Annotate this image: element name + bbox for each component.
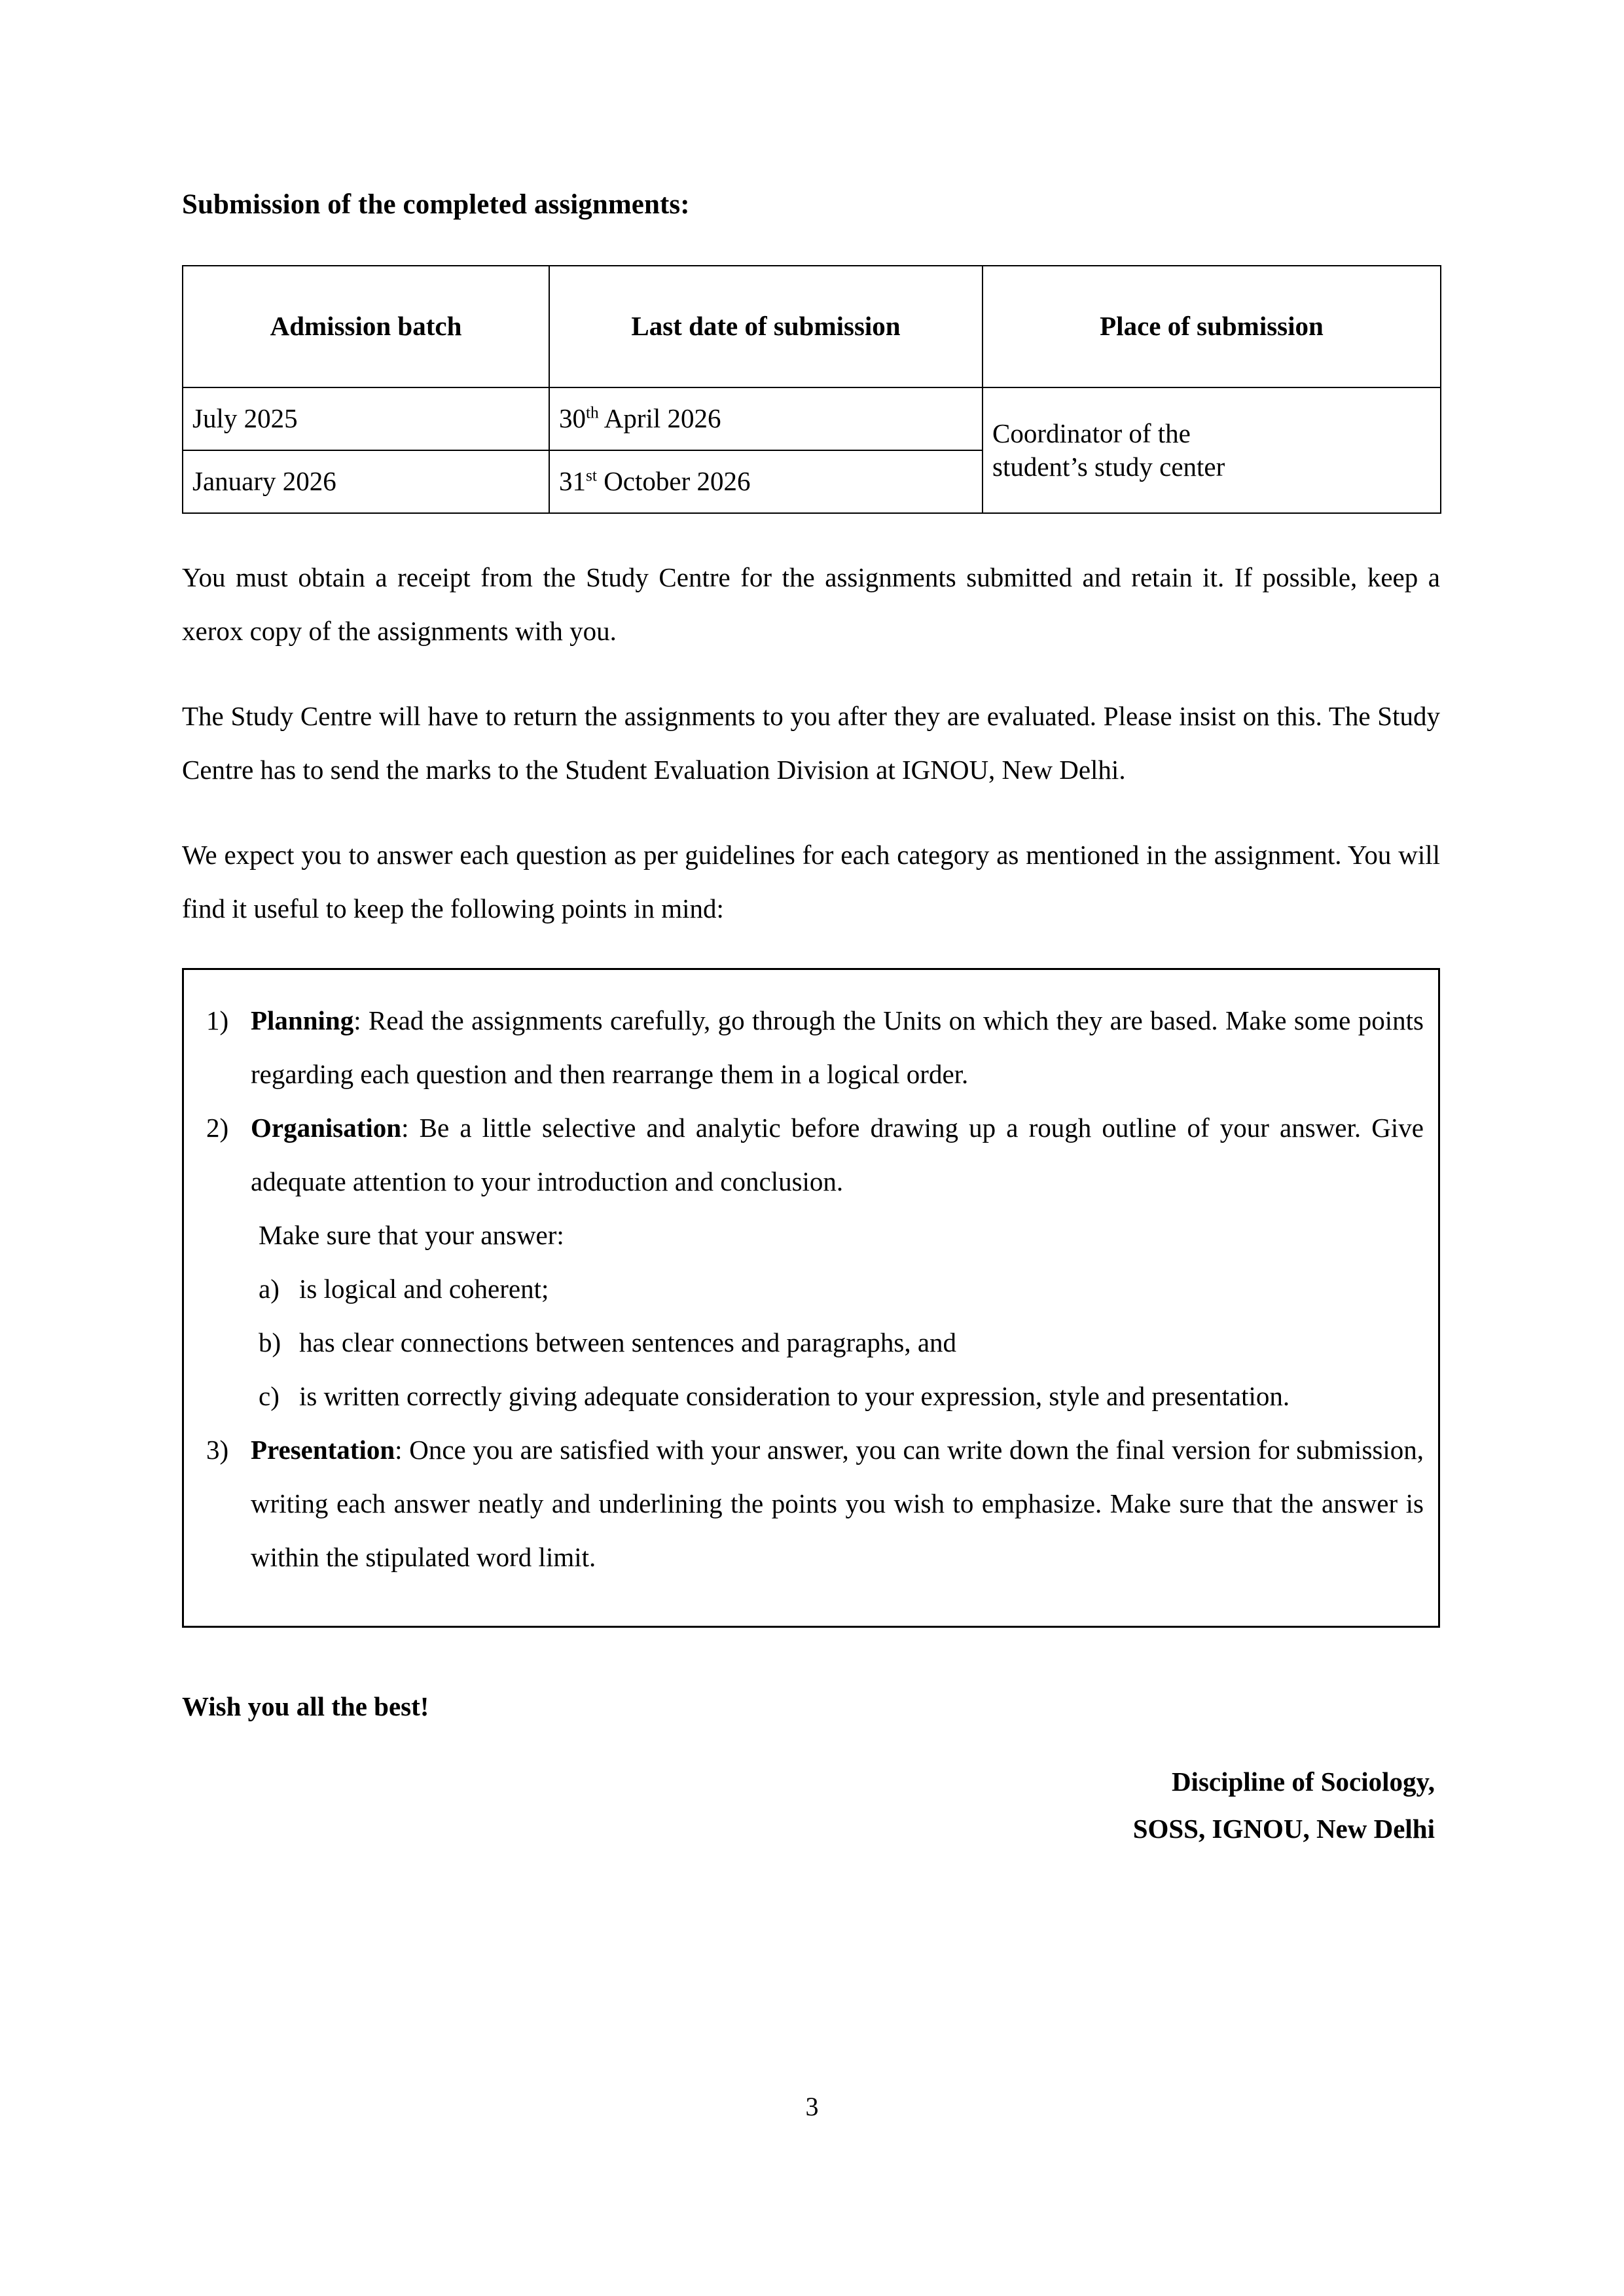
date-ordinal-suffix: th — [586, 403, 599, 422]
place-line-1: Coordinator of the — [992, 418, 1191, 448]
table-header — [183, 266, 1441, 387]
column-header-last-date: Last date of submission — [549, 266, 983, 387]
column-header-admission-batch: Admission batch — [183, 266, 549, 387]
guideline-subitem-b — [198, 1316, 1424, 1369]
list-marker: a) — [259, 1274, 280, 1304]
cell-last-date — [549, 387, 983, 450]
page-content — [182, 0, 1440, 1853]
signature-block — [182, 1722, 1440, 1853]
wish-message: Wish you all the best! — [182, 1691, 429, 1721]
paragraph-return-assignments: The Study Centre will have to return the assignments to you after they are evaluated. Please insist on this. The Study Centre has to send the marks to the Student Evaluation Division at IGNOU, New Delhi. — [182, 701, 1440, 785]
guideline-item-organisation — [198, 1101, 1424, 1208]
cell-last-date — [549, 450, 983, 513]
guideline-subitem-text: has clear connections between sentences and paragraphs, and — [299, 1327, 957, 1357]
date-day: 31 — [559, 466, 586, 497]
signature-line-2: SOSS, IGNOU, New Delhi — [1132, 1813, 1435, 1844]
place-line-2: student’s study center — [992, 452, 1225, 482]
guideline-subitem-text: is logical and coherent; — [299, 1274, 549, 1304]
guideline-body: : Read the assignments carefully, go through the Units on which they are based. Make some points regarding each question and then rearrange them in a logical order. — [251, 1005, 1424, 1089]
table-row — [183, 387, 1441, 450]
guideline-title: Planning — [251, 1005, 354, 1035]
column-header-place: Place of submission — [983, 266, 1441, 387]
guideline-item-presentation — [198, 1423, 1424, 1584]
list-marker: c) — [259, 1381, 280, 1411]
guideline-title: Organisation — [251, 1113, 402, 1143]
submission-schedule-table — [182, 265, 1441, 514]
table-header-row — [183, 266, 1441, 387]
guideline-text — [251, 1423, 1424, 1584]
paragraph-receipt: You must obtain a receipt from the Study Centre for the assignments submitted and retain it. If possible, keep a xerox copy of the assignments with you. — [182, 562, 1440, 646]
guideline-subitem-a — [198, 1262, 1424, 1316]
list-marker: b) — [259, 1327, 281, 1357]
guideline-subitem-c — [198, 1369, 1424, 1423]
date-day: 30 — [559, 403, 586, 434]
guidelines-box — [182, 968, 1440, 1628]
cell-admission-batch: July 2025 — [183, 387, 549, 450]
date-ordinal-suffix: st — [586, 466, 597, 485]
list-marker: 2) — [206, 1113, 229, 1143]
guideline-body: : Be a little selective and analytic before drawing up a rough outline of your answer. Give adequate attention to your introduction and conclusion. — [251, 1113, 1424, 1196]
guideline-text — [251, 1101, 1424, 1208]
guideline-item-planning — [198, 994, 1424, 1101]
date-month-year: October 2026 — [604, 466, 751, 497]
make-sure-label: Make sure that your answer: — [259, 1220, 564, 1250]
guideline-body: : Once you are satisfied with your answer, you can write down the final version for submission, writing each answer neatly and underlining the points you wish to emphasize. Make sure that the answer is within the stipulated word limit. — [251, 1435, 1424, 1572]
date-month-year: April 2026 — [598, 403, 721, 434]
list-marker: 1) — [206, 1005, 229, 1035]
paragraph-guidelines-intro: We expect you to answer each question as per guidelines for each category as mentioned in the assignment. You will find it useful to keep the following points in mind: — [182, 840, 1440, 924]
guideline-title: Presentation — [251, 1435, 395, 1465]
cell-admission-batch: January 2026 — [183, 450, 549, 513]
page-number: 3 — [805, 2092, 819, 2121]
cell-place-of-submission — [983, 387, 1441, 513]
page-title: Submission of the completed assignments: — [182, 189, 690, 220]
list-marker: 3) — [206, 1435, 229, 1465]
guideline-text — [251, 994, 1424, 1101]
table-body — [183, 387, 1441, 513]
guideline-subitem-text: is written correctly giving adequate consideration to your expression, style and presentation. — [299, 1381, 1290, 1411]
signature-line-1: Discipline of Sociology, — [1171, 1767, 1435, 1797]
